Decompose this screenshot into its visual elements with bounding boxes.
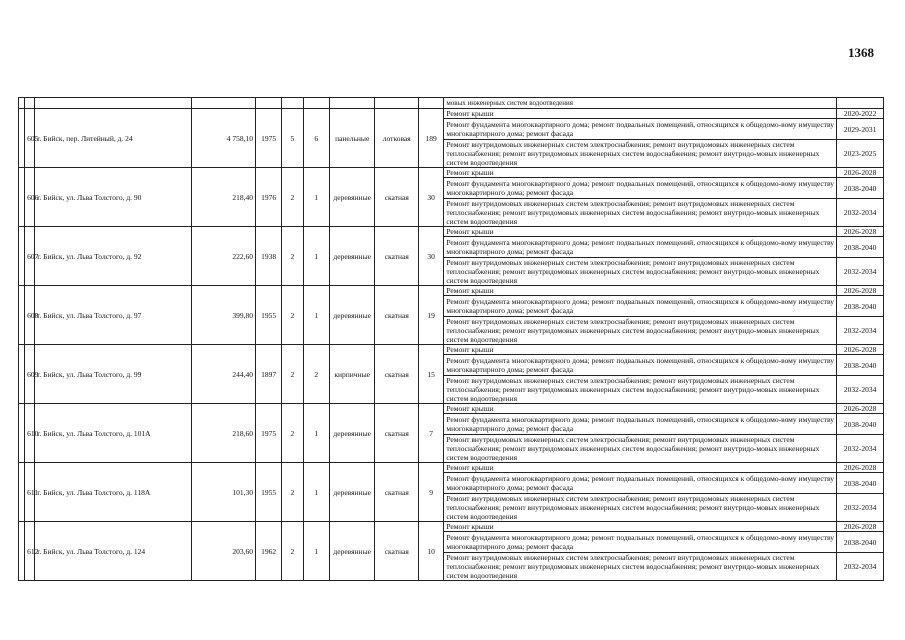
table-row <box>19 345 884 355</box>
table-row <box>19 463 884 473</box>
row-number: 607 <box>25 227 35 286</box>
address-cell: г. Бийск, ул. Льва Толстого, д. 97 <box>35 286 192 345</box>
entrances-cell: 2 <box>303 345 329 404</box>
work-description: Ремонт крыши <box>444 463 837 473</box>
floors-cell: 2 <box>282 463 303 522</box>
floors-cell: 2 <box>282 522 303 581</box>
year-cell: 1955 <box>255 286 281 345</box>
address-cell: г. Бийск, ул. Льва Толстого, д. 90 <box>35 168 192 227</box>
year-cell: 1938 <box>255 227 281 286</box>
table-row <box>19 168 884 178</box>
roof-cell: скатная <box>375 227 419 286</box>
year-cell: 1962 <box>255 522 281 581</box>
roof-cell: скатная <box>375 463 419 522</box>
work-description: Ремонт внутридомовых инженерных систем электроснабжения; ремонт внутридомовых инженерных систем теплоснабжения; ремонт внутридомовых инженерных систем водоснабжения; ремонт внутридо-мовых инженерных систем водоотведения <box>444 553 837 581</box>
table-body <box>19 98 884 581</box>
walls-cell: кирпичные <box>329 345 375 404</box>
table-row <box>19 522 884 532</box>
address-cell: г. Бийск, ул. Льва Толстого, д. 118А <box>35 463 192 522</box>
count-cell: 10 <box>419 522 444 581</box>
table-row <box>19 404 884 414</box>
work-period: 2032-2034 <box>837 553 884 581</box>
roof-cell: скатная <box>375 404 419 463</box>
work-description: Ремонт крыши <box>444 227 837 237</box>
table-row-continuation <box>19 98 884 109</box>
address-cell: г. Бийск, ул. Льва Толстого, д. 99 <box>35 345 192 404</box>
work-period: 2026-2028 <box>837 227 884 237</box>
entrances-cell: 1 <box>303 404 329 463</box>
year-cell: 1897 <box>255 345 281 404</box>
entrances-cell: 1 <box>303 227 329 286</box>
page-number: 1368 <box>848 45 874 60</box>
walls-cell: деревянные <box>329 522 375 581</box>
area-cell: 244,40 <box>192 345 256 404</box>
work-description: Ремонт крыши <box>444 109 837 119</box>
count-cell: 19 <box>419 286 444 345</box>
row-number: 606 <box>25 168 35 227</box>
work-description: Ремонт крыши <box>444 286 837 296</box>
roof-cell: скатная <box>375 522 419 581</box>
row-number: 612 <box>25 522 35 581</box>
work-period: 2026-2028 <box>837 345 884 355</box>
count-cell: 30 <box>419 168 444 227</box>
walls-cell: деревянные <box>329 227 375 286</box>
work-period: 2032-2034 <box>837 258 884 286</box>
entrances-cell: 1 <box>303 168 329 227</box>
area-cell: 399,80 <box>192 286 256 345</box>
roof-cell: скатная <box>375 286 419 345</box>
area-cell: 218,40 <box>192 168 256 227</box>
count-cell: 9 <box>419 463 444 522</box>
work-description: Ремонт крыши <box>444 522 837 532</box>
work-description: Ремонт фундамента многоквартирного дома; ремонт подвальных помещений, относящихся к общедомо-вому имуществу многоквартирного дома; ремонт фасада <box>444 178 837 199</box>
work-period: 2038-2040 <box>837 414 884 435</box>
count-cell: 7 <box>419 404 444 463</box>
work-description: Ремонт внутридомовых инженерных систем электроснабжения; ремонт внутридомовых инженерных систем теплоснабжения; ремонт внутридомовых инженерных систем водоснабжения; ремонт внутридо-мовых инженерных систем водоотведения <box>444 494 837 522</box>
work-description: Ремонт внутридомовых инженерных систем электроснабжения; ремонт внутридомовых инженерных систем теплоснабжения; ремонт внутридомовых инженерных систем водоснабжения; ремонт внутридо-мовых инженерных систем водоотведения <box>444 317 837 345</box>
table-row <box>19 227 884 237</box>
work-period: 2032-2034 <box>837 435 884 463</box>
work-description: Ремонт фундамента многоквартирного дома; ремонт подвальных помещений, относящихся к общедомо-вому имуществу многоквартирного дома; ремонт фасада <box>444 237 837 258</box>
area-cell: 222,60 <box>192 227 256 286</box>
work-description: Ремонт внутридомовых инженерных систем электроснабжения; ремонт внутридомовых инженерных систем теплоснабжения; ремонт внутридомовых инженерных систем водоснабжения; ремонт внутридо-мовых инженерных систем водоотведения <box>444 140 837 168</box>
address-cell: г. Бийск, ул. Льва Толстого, д. 101А <box>35 404 192 463</box>
row-number: 608 <box>25 286 35 345</box>
work-description: Ремонт крыши <box>444 168 837 178</box>
work-description: Ремонт внутридомовых инженерных систем электроснабжения; ремонт внутридомовых инженерных систем теплоснабжения; ремонт внутридомовых инженерных систем водоснабжения; ремонт внутридо-мовых инженерных систем водоотведения <box>444 376 837 404</box>
work-description: Ремонт крыши <box>444 404 837 414</box>
roof-cell: лотковая <box>375 109 419 168</box>
work-period: 2020-2022 <box>837 109 884 119</box>
work-period: 2023-2025 <box>837 140 884 168</box>
work-period: 2026-2028 <box>837 463 884 473</box>
year-cell: 1955 <box>255 463 281 522</box>
address-cell: г. Бийск, пер. Литейный, д. 24 <box>35 109 192 168</box>
floors-cell: 2 <box>282 286 303 345</box>
work-period: 2026-2028 <box>837 404 884 414</box>
work-description: Ремонт внутридомовых инженерных систем электроснабжения; ремонт внутридомовых инженерных систем теплоснабжения; ремонт внутридомовых инженерных систем водоснабжения; ремонт внутридо-мовых инженерных систем водоотведения <box>444 199 837 227</box>
row-number: 605 <box>25 109 35 168</box>
row-number: 610 <box>25 404 35 463</box>
entrances-cell: 1 <box>303 286 329 345</box>
floors-cell: 2 <box>282 227 303 286</box>
floors-cell: 2 <box>282 345 303 404</box>
work-description: Ремонт внутридомовых инженерных систем электроснабжения; ремонт внутридомовых инженерных систем теплоснабжения; ремонт внутридомовых инженерных систем водоснабжения; ремонт внутридо-мовых инженерных систем водоотведения <box>444 435 837 463</box>
address-cell: г. Бийск, ул. Льва Толстого, д. 124 <box>35 522 192 581</box>
entrances-cell: 1 <box>303 522 329 581</box>
work-description: Ремонт фундамента многоквартирного дома; ремонт подвальных помещений, относящихся к общедомо-вому имуществу многоквартирного дома; ремонт фасада <box>444 473 837 494</box>
area-cell: 101,30 <box>192 463 256 522</box>
work-period: 2038-2040 <box>837 296 884 317</box>
walls-cell: деревянные <box>329 286 375 345</box>
row-number: 611 <box>25 463 35 522</box>
work-description: Ремонт фундамента многоквартирного дома; ремонт подвальных помещений, относящихся к общедомо-вому имуществу многоквартирного дома; ремонт фасада <box>444 355 837 376</box>
count-cell: 30 <box>419 227 444 286</box>
count-cell: 189 <box>419 109 444 168</box>
work-period: 2032-2034 <box>837 199 884 227</box>
count-cell: 15 <box>419 345 444 404</box>
work-period: 2026-2028 <box>837 286 884 296</box>
area-cell: 4 758,10 <box>192 109 256 168</box>
floors-cell: 5 <box>282 109 303 168</box>
work-description-continuation: мовых инженерных систем водоотведения <box>444 98 837 109</box>
entrances-cell: 1 <box>303 463 329 522</box>
work-description: Ремонт фундамента многоквартирного дома; ремонт подвальных помещений, относящихся к общедомо-вому имуществу многоквартирного дома; ремонт фасада <box>444 414 837 435</box>
work-period: 2032-2034 <box>837 317 884 345</box>
work-period: 2038-2040 <box>837 237 884 258</box>
roof-cell: скатная <box>375 168 419 227</box>
work-period: 2038-2040 <box>837 355 884 376</box>
area-cell: 203,60 <box>192 522 256 581</box>
walls-cell: деревянные <box>329 404 375 463</box>
repair-schedule-table <box>18 97 884 581</box>
work-description: Ремонт фундамента многоквартирного дома; ремонт подвальных помещений, относящихся к общедомо-вому имуществу многоквартирного дома; ремонт фасада <box>444 532 837 553</box>
area-cell: 218,60 <box>192 404 256 463</box>
table-row <box>19 286 884 296</box>
work-period: 2032-2034 <box>837 494 884 522</box>
work-period: 2029-2031 <box>837 119 884 140</box>
floors-cell: 2 <box>282 404 303 463</box>
work-description: Ремонт фундамента многоквартирного дома; ремонт подвальных помещений, относящихся к общедомо-вому имуществу многоквартирного дома; ремонт фасада <box>444 296 837 317</box>
work-description: Ремонт фундамента многоквартирного дома; ремонт подвальных помещений, относящихся к общедомо-вому имуществу многоквартирного дома; ремонт фасада <box>444 119 837 140</box>
roof-cell: скатная <box>375 345 419 404</box>
work-period: 2026-2028 <box>837 522 884 532</box>
work-period: 2038-2040 <box>837 178 884 199</box>
work-description: Ремонт крыши <box>444 345 837 355</box>
work-description: Ремонт внутридомовых инженерных систем электроснабжения; ремонт внутридомовых инженерных систем теплоснабжения; ремонт внутридомовых инженерных систем водоснабжения; ремонт внутридо-мовых инженерных систем водоотведения <box>444 258 837 286</box>
entrances-cell: 6 <box>303 109 329 168</box>
walls-cell: деревянные <box>329 168 375 227</box>
walls-cell: панельные <box>329 109 375 168</box>
work-period: 2032-2034 <box>837 376 884 404</box>
work-period: 2026-2028 <box>837 168 884 178</box>
walls-cell: деревянные <box>329 463 375 522</box>
year-cell: 1976 <box>255 168 281 227</box>
table-row <box>19 109 884 119</box>
floors-cell: 2 <box>282 168 303 227</box>
year-cell: 1975 <box>255 404 281 463</box>
row-number: 609 <box>25 345 35 404</box>
year-cell: 1975 <box>255 109 281 168</box>
address-cell: г. Бийск, ул. Льва Толстого, д. 92 <box>35 227 192 286</box>
work-period: 2038-2040 <box>837 532 884 553</box>
work-period: 2038-2040 <box>837 473 884 494</box>
